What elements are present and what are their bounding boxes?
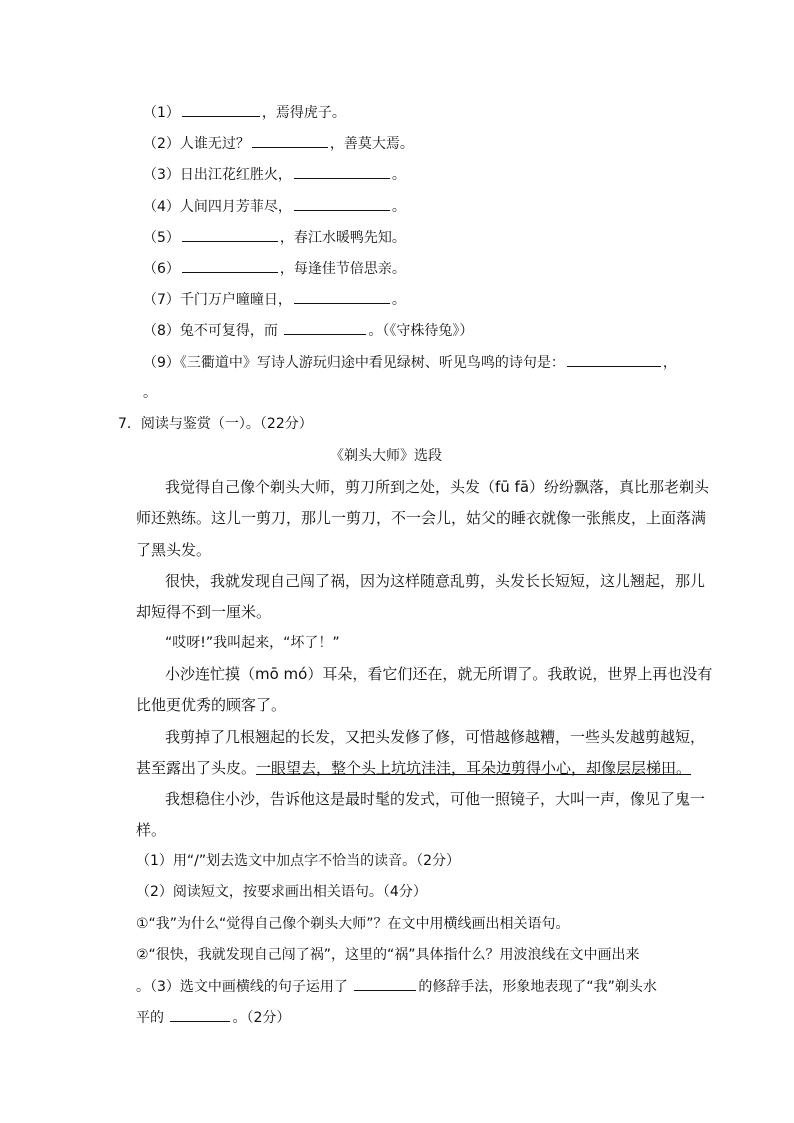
passage-line: 却短得不到一厘米。 (136, 603, 272, 621)
answer-blank[interactable] (354, 976, 416, 991)
answer-blank[interactable] (294, 164, 390, 179)
answer-blank[interactable] (182, 227, 278, 242)
subquestion-2b: ②“很快，我就发现自己闯了祸”，这里的“祸”具体指什么？用波浪线在文中画出来 (136, 947, 640, 963)
q9-suffix: ， (662, 355, 677, 371)
subquestion-3 (136, 976, 657, 997)
q7-prefix: （7）千门万户曈曈日， (143, 292, 292, 308)
q3-prefix: （3）日出江花红胜火， (143, 167, 292, 183)
answer-blank[interactable] (284, 320, 366, 335)
passage-line: 我剪掉了几根翘起的长发，又把头发修了修，可惜越修越糟，一些头发越剪越短， (165, 728, 706, 746)
q5-suffix: ，春江水暖鸭先知。 (279, 230, 406, 246)
q9-prefix: （9）《三衢道中》写诗人游玩归途中看见绿树、听见鸟鸣的诗句是： (143, 355, 565, 371)
q8-prefix: （8）兔不可复得，而 (143, 323, 283, 339)
passage-line: “哎呀!”我叫起来，“坏了！” (165, 635, 340, 651)
poem-q1 (143, 102, 346, 123)
passage-line: 师还熟练。这儿一剪刀，那儿一剪刀，不一会儿，姑父的睡衣就像一张熊皮，上面落满 (136, 509, 707, 527)
passage-line: 比他更优秀的顾客了。 (136, 696, 287, 714)
passage-line: 小沙连忙摸（mō mó）耳朵，看它们还在，就无所谓了。我敢说，世界上再也没有 (165, 665, 713, 683)
sq3b-suffix: 。（2分） (232, 1010, 291, 1026)
passage-line: 我觉得自己像个剃头大师，剪刀所到之处，头发（fū fā）纷纷飘落，真比那老剃头 (165, 478, 710, 496)
q2-suffix: ，善莫大焉。 (329, 136, 414, 152)
section-heading: 7．阅读与鉴赏（一）。（22分） (118, 416, 313, 432)
subquestion-3-cont (136, 1007, 290, 1028)
passage-title: 《剃头大师》选段 (330, 448, 442, 464)
q7-suffix: 。 (391, 292, 406, 308)
q5-prefix: （5） (143, 230, 180, 246)
poem-q9-end (143, 383, 157, 403)
poem-q9 (143, 352, 677, 373)
q1-suffix: ，焉得虎子。 (261, 105, 346, 121)
poem-q6 (143, 258, 406, 279)
q9-end-mark: 。 (143, 385, 157, 401)
sq3-prefix: 。（3）选文中画横线的句子运用了 (136, 979, 353, 995)
subquestion-2: （2）阅读短文，按要求画出相关语句。（4分） (136, 884, 427, 900)
passage-text: 甚至露出了头皮。 (136, 759, 257, 777)
answer-blank[interactable] (567, 352, 661, 367)
subquestion-1: （1）用“/”划去选文中加点字不恰当的读音。（2分） (136, 853, 461, 869)
poem-q4 (143, 196, 406, 217)
underlined-sentence: 一眼望去，整个头上坑坑洼洼，耳朵边剪得小心，却像层层梯田。 (256, 759, 692, 777)
poem-q2 (143, 133, 414, 154)
q6-prefix: （6） (143, 261, 180, 277)
answer-blank[interactable] (294, 289, 390, 304)
poem-q3 (143, 164, 406, 185)
answer-blank[interactable] (182, 102, 260, 117)
poem-q8 (143, 320, 473, 341)
sq3b-prefix: 平的 (136, 1010, 169, 1026)
answer-blank[interactable] (252, 133, 328, 148)
answer-blank[interactable] (294, 196, 390, 211)
poem-q7 (143, 289, 406, 310)
q1-prefix: （1） (143, 105, 180, 121)
passage-line (136, 758, 691, 778)
q8-suffix: 。（《守株待兔》） (368, 323, 474, 339)
passage-line: 很快，我就发现自己闯了祸，因为这样随意乱剪，头发长长短短，这儿翘起，那儿 (165, 572, 706, 590)
answer-blank[interactable] (182, 258, 278, 273)
passage-line: 样。 (136, 821, 167, 839)
q4-suffix: 。 (391, 199, 406, 215)
q6-suffix: ，每逢佳节倍思亲。 (279, 261, 406, 277)
passage-line: 我想稳住小沙，告诉他这是最时髦的发式，可他一照镜子，大叫一声，像见了鬼一 (165, 790, 706, 808)
sq3-suffix: 的修辞手法，形象地表现了“我”剃头水 (418, 979, 657, 995)
answer-blank[interactable] (170, 1007, 230, 1022)
subquestion-2a: ①“我”为什么“觉得自己像个剃头大师”？在文中用横线画出相关语句。 (136, 916, 570, 932)
q2-prefix: （2）人谁无过？ (143, 136, 250, 152)
q4-prefix: （4）人间四月芳菲尽， (143, 199, 292, 215)
q3-suffix: 。 (391, 167, 406, 183)
poem-q5 (143, 227, 406, 248)
passage-line: 了黑头发。 (136, 541, 212, 559)
